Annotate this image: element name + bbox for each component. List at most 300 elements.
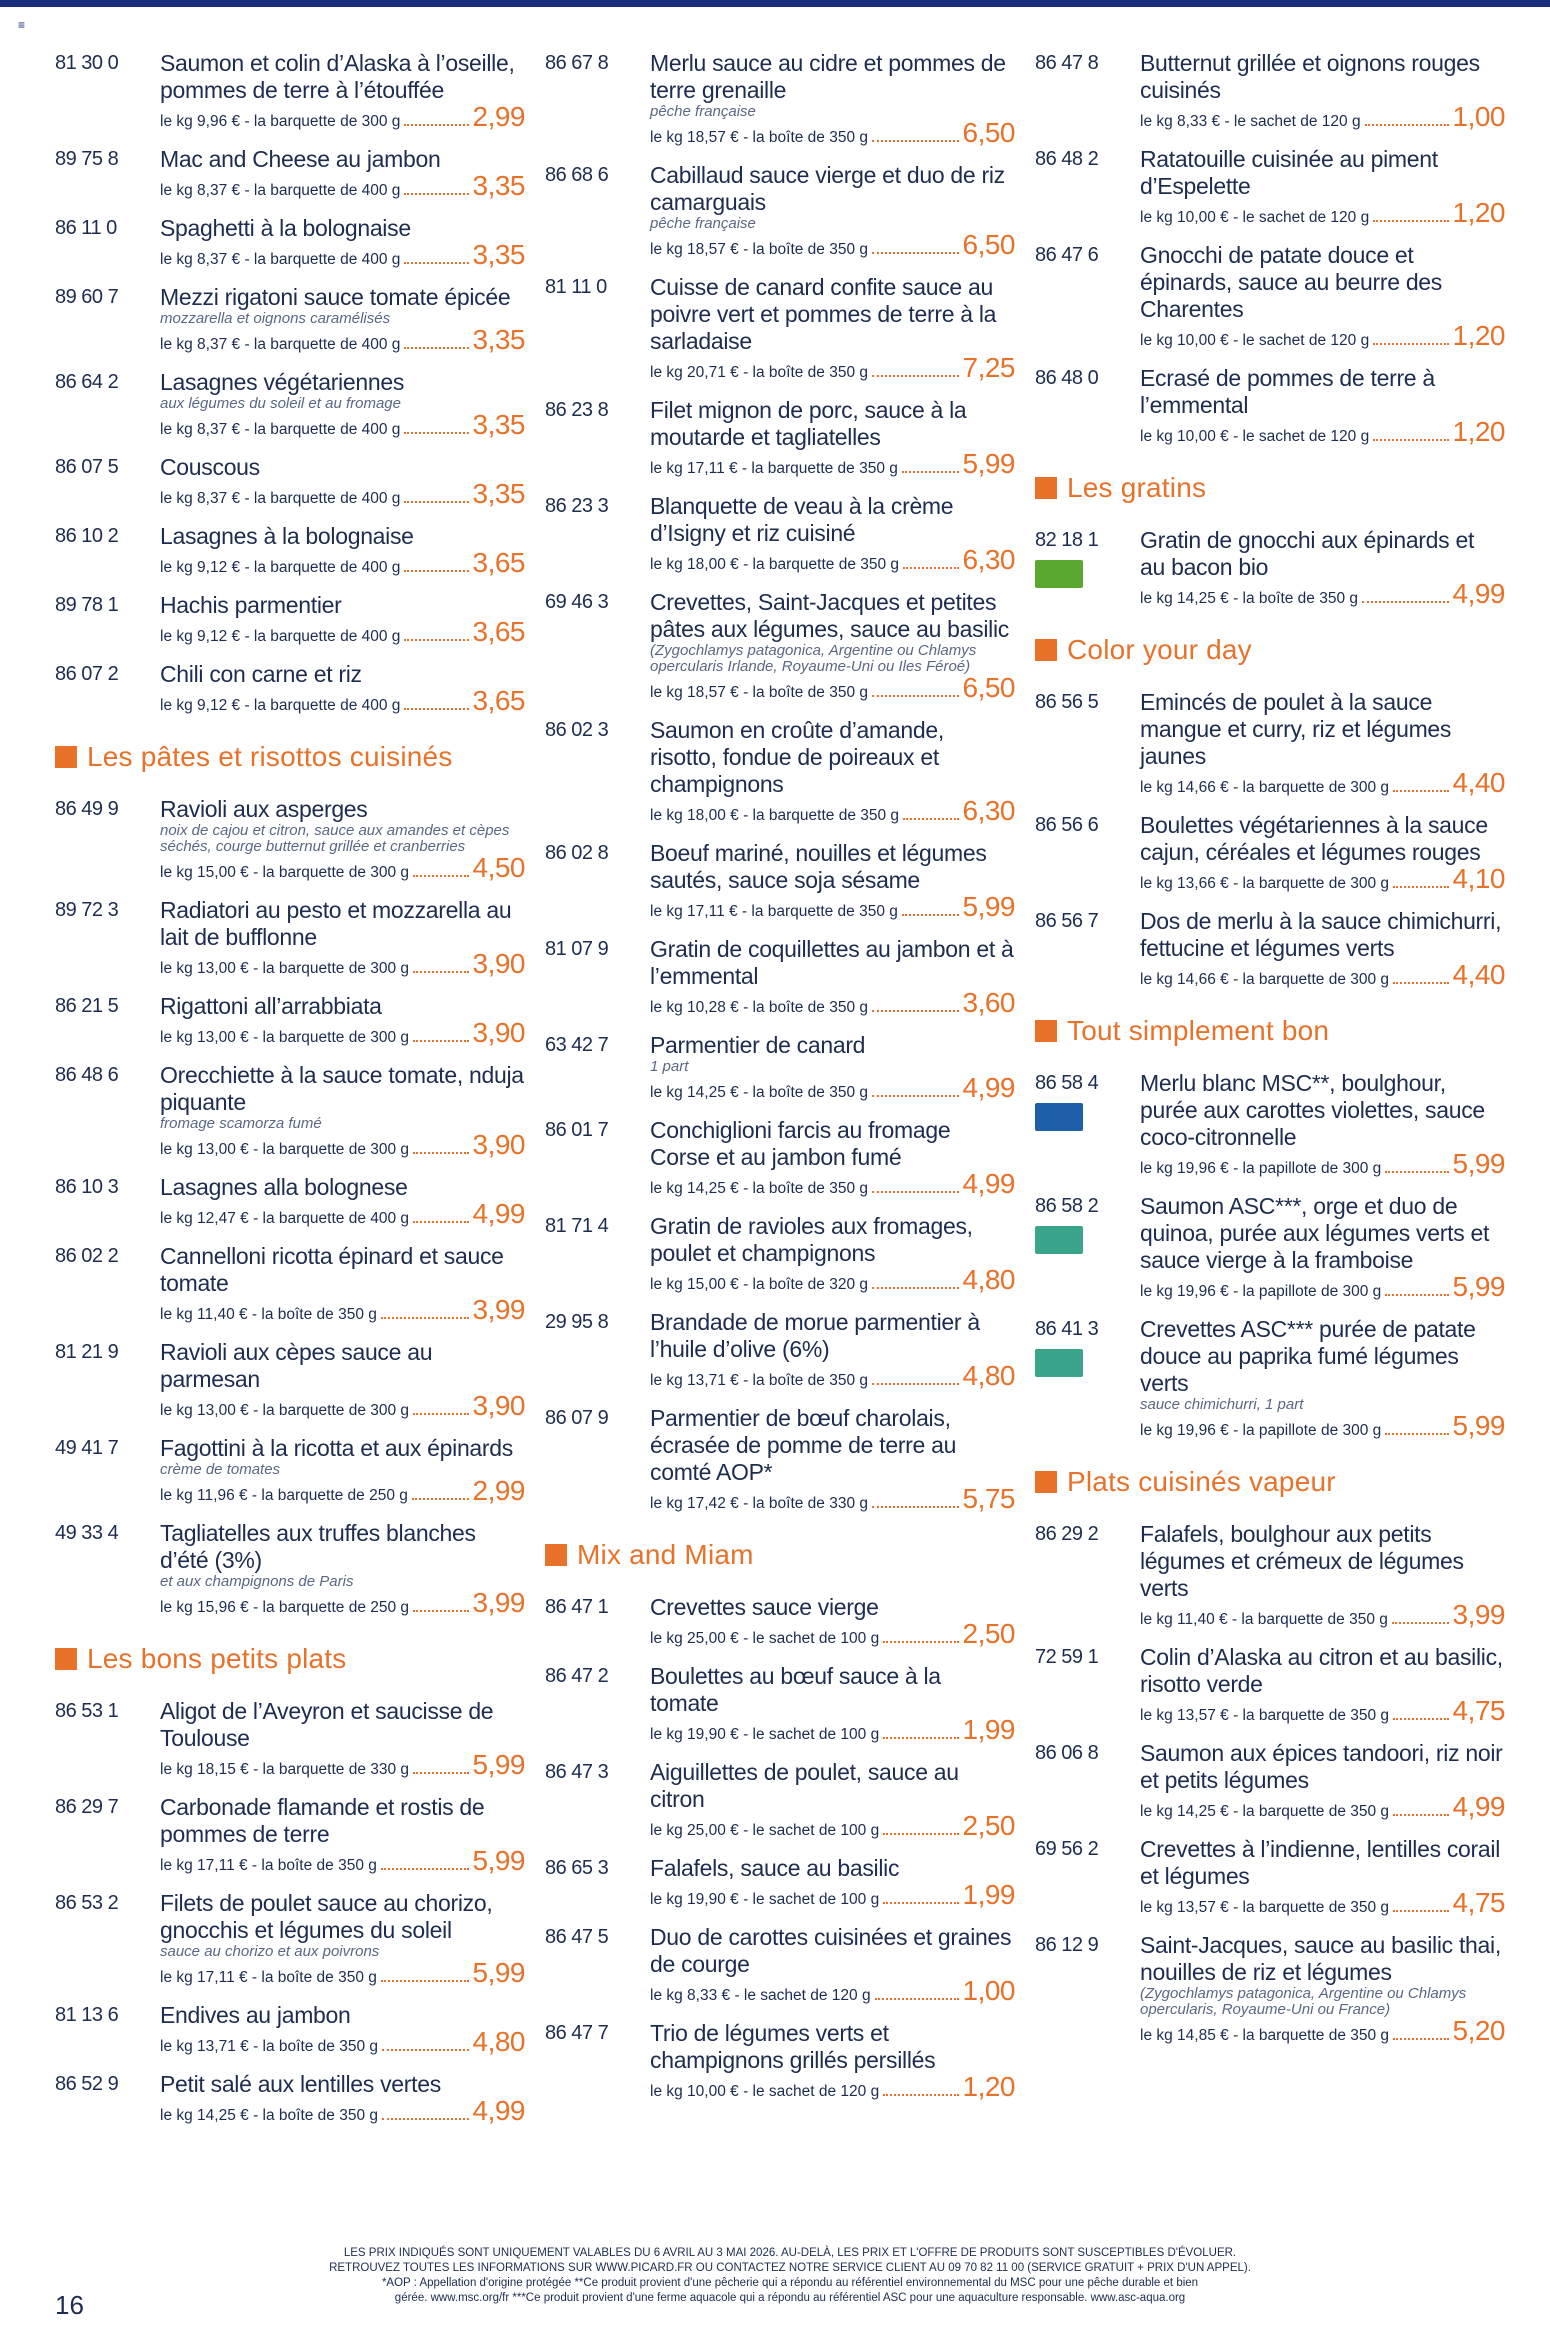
product-code: 86 29 7: [55, 1796, 119, 1818]
product-price: 5,99: [472, 1845, 525, 1876]
price-line: [160, 2026, 525, 2059]
product-item[interactable]: [1035, 146, 1505, 230]
price-line: [650, 987, 1015, 1020]
price-leader-dots: [1392, 1622, 1449, 1624]
product-item[interactable]: [1035, 1932, 1505, 2048]
product-item[interactable]: [55, 796, 525, 885]
product-price: 4,80: [472, 2026, 525, 2057]
price-leader-dots: [872, 140, 958, 142]
unit-price: le kg 18,00 € - la barquette de 350 g: [650, 556, 900, 573]
product-price: 3,99: [472, 1294, 525, 1325]
section-square-icon: [545, 1544, 567, 1566]
product-item[interactable]: [55, 1435, 525, 1508]
product-price: 1,99: [962, 1879, 1015, 1910]
product-code-cell: [1035, 908, 1140, 992]
product-item[interactable]: [1035, 1644, 1505, 1728]
product-item[interactable]: [545, 1663, 1015, 1747]
product-price: 6,50: [962, 672, 1015, 703]
product-note: fromage scamorza fumé: [160, 1115, 322, 1132]
section-square-icon: [1035, 477, 1057, 499]
price-line: [160, 1749, 525, 1782]
product-code-cell: [545, 1759, 650, 1843]
product-name: Aligot de l’Aveyron et saucisse de Toulouse: [160, 1698, 494, 1751]
product-details: [160, 1890, 525, 1990]
product-price: 2,99: [472, 101, 525, 132]
product-item[interactable]: [545, 1924, 1015, 2008]
product-code-cell: [1035, 242, 1140, 353]
product-code-cell: [545, 1213, 650, 1297]
product-price: 5,99: [472, 1749, 525, 1780]
product-price: 3,65: [472, 547, 525, 578]
product-item[interactable]: [55, 592, 525, 649]
product-details: [1140, 1193, 1505, 1304]
price-line: [160, 324, 525, 357]
product-code: 86 41 3: [1035, 1318, 1099, 1340]
product-item[interactable]: [55, 1062, 525, 1162]
price-line: [160, 685, 525, 718]
unit-price: le kg 13,71 € - la boîte de 350 g: [650, 1372, 869, 1389]
footer-note-asc: gérée. www.msc.org/fr ***Ce produit provient d'une ferme aquacole qui a répondu au référentiel ASC pour une aquaculture responsable. www.asc-aqua.org: [394, 2292, 1186, 2304]
product-item[interactable]: [545, 1594, 1015, 1651]
product-details: [650, 397, 1015, 481]
price-line: [1140, 1791, 1505, 1824]
product-code: 86 47 5: [545, 1926, 609, 1948]
bio-label-icon: [1035, 560, 1083, 588]
unit-price: le kg 11,40 € - la boîte de 350 g: [160, 1306, 377, 1323]
product-note: sauce au chorizo et aux poivrons: [160, 1943, 380, 1960]
product-item[interactable]: [55, 1174, 525, 1231]
product-item[interactable]: [1035, 812, 1505, 896]
product-note: noix de cajou et citron, sauce aux amandes et cèpes séchés, courge butternut grillée et cranberries: [160, 822, 510, 855]
price-leader-dots: [875, 1998, 959, 2000]
product-details: [160, 592, 525, 649]
price-leader-dots: [413, 1610, 468, 1612]
product-section: [55, 50, 525, 718]
price-leader-dots: [883, 1641, 958, 1643]
product-code-cell: [55, 369, 160, 442]
product-details: [1140, 689, 1505, 800]
product-name: Parmentier de canard: [650, 1032, 866, 1058]
unit-price: le kg 14,66 € - la barquette de 300 g: [1140, 779, 1390, 796]
product-details: [1140, 908, 1505, 992]
price-leader-dots: [1373, 220, 1448, 222]
product-price: 1,99: [962, 1714, 1015, 1745]
product-item[interactable]: [55, 284, 525, 357]
product-price: 4,50: [472, 852, 525, 883]
product-price: 4,99: [1452, 578, 1505, 609]
product-code: 86 58 2: [1035, 1195, 1099, 1217]
product-code-cell: [545, 1405, 650, 1516]
product-details: [160, 284, 525, 357]
product-price: 3,65: [472, 685, 525, 716]
product-price: 6,50: [962, 117, 1015, 148]
product-details: [160, 1339, 525, 1423]
price-line: [160, 1294, 525, 1327]
product-item[interactable]: [55, 2002, 525, 2059]
product-item[interactable]: [55, 454, 525, 511]
product-details: [160, 2002, 525, 2059]
product-code: 69 46 3: [545, 591, 609, 613]
unit-price: le kg 14,25 € - la barquette de 350 g: [1140, 1803, 1390, 1820]
product-details: [650, 1213, 1015, 1297]
product-item[interactable]: [1035, 1740, 1505, 1824]
price-leader-dots: [1373, 439, 1448, 441]
price-leader-dots: [872, 252, 958, 254]
product-note: et aux champignons de Paris: [160, 1573, 354, 1590]
product-price: 1,20: [1452, 416, 1505, 447]
product-details: [650, 2020, 1015, 2104]
product-name: Carbonade flamande et rostis de pommes de terre: [160, 1794, 485, 1847]
product-name: Rigattoni all’arrabbiata: [160, 993, 382, 1019]
price-line: [650, 1975, 1015, 2008]
product-item[interactable]: [1035, 365, 1505, 449]
section-heading: [545, 1534, 1015, 1576]
unit-price: le kg 19,90 € - le sachet de 100 g: [650, 1726, 880, 1743]
unit-price: le kg 12,47 € - la barquette de 400 g: [160, 1210, 410, 1227]
product-code-cell: [55, 897, 160, 981]
product-code: 81 13 6: [55, 2004, 119, 2026]
product-name: Petit salé aux lentilles vertes: [160, 2071, 441, 2097]
product-item[interactable]: [55, 661, 525, 718]
product-code: 86 53 2: [55, 1892, 119, 1914]
product-code-cell: [55, 454, 160, 511]
unit-price: le kg 8,37 € - la barquette de 400 g: [160, 421, 401, 438]
unit-price: le kg 17,11 € - la boîte de 350 g: [160, 1969, 377, 1986]
product-details: [650, 493, 1015, 577]
product-name: Boeuf mariné, nouilles et légumes sautés, sauce soja sésame: [650, 840, 987, 893]
product-item[interactable]: [1035, 689, 1505, 800]
product-details: [650, 840, 1015, 924]
product-item[interactable]: [1035, 1193, 1505, 1304]
product-item[interactable]: [1035, 50, 1505, 134]
product-item[interactable]: [545, 397, 1015, 481]
price-line: [650, 544, 1015, 577]
product-name: Filet mignon de porc, sauce à la moutarde et tagliatelles: [650, 397, 967, 450]
price-line: [160, 1198, 525, 1231]
product-code-cell: [55, 993, 160, 1050]
product-price: 3,65: [472, 616, 525, 647]
product-name: Duo de carottes cuisinées et graines de courge: [650, 1924, 1012, 1977]
product-price: 5,75: [962, 1483, 1015, 1514]
product-item[interactable]: [545, 1405, 1015, 1516]
price-leader-dots: [404, 570, 468, 572]
product-code: 49 33 4: [55, 1522, 119, 1544]
product-item[interactable]: [545, 1309, 1015, 1393]
product-details: [160, 50, 525, 134]
product-item[interactable]: [1035, 1316, 1505, 1443]
price-leader-dots: [404, 432, 468, 434]
price-leader-dots: [382, 2049, 468, 2051]
product-item[interactable]: [545, 162, 1015, 262]
product-details: [160, 1520, 525, 1620]
unit-price: le kg 13,57 € - la barquette de 350 g: [1140, 1899, 1390, 1916]
product-item[interactable]: [545, 1855, 1015, 1912]
product-item[interactable]: [545, 1032, 1015, 1105]
price-line: [1140, 320, 1505, 353]
price-line: [650, 448, 1015, 481]
product-name: Aiguillettes de poulet, sauce au citron: [650, 1759, 959, 1812]
product-item[interactable]: [55, 1890, 525, 1990]
product-code: 81 07 9: [545, 938, 609, 960]
price-line: [650, 891, 1015, 924]
product-code-cell: [55, 284, 160, 357]
product-item[interactable]: [55, 146, 525, 203]
price-leader-dots: [872, 1010, 958, 1012]
price-leader-dots: [1393, 1814, 1448, 1816]
column-2: [545, 50, 1015, 2116]
product-item[interactable]: [55, 897, 525, 981]
product-details: [160, 146, 525, 203]
section-heading: [1035, 467, 1505, 509]
product-note: (Zygochlamys patagonica, Argentine ou Chlamys opercularis Irlande, Royaume-Uni ou Iles Féroé): [650, 642, 977, 675]
price-line: [160, 1587, 525, 1620]
unit-price: le kg 14,25 € - la boîte de 350 g: [1140, 590, 1359, 607]
product-item[interactable]: [545, 274, 1015, 385]
product-name: Hachis parmentier: [160, 592, 342, 618]
price-leader-dots: [872, 1383, 958, 1385]
price-line: [1140, 197, 1505, 230]
unit-price: le kg 17,11 € - la boîte de 350 g: [160, 1857, 377, 1874]
product-item[interactable]: [55, 523, 525, 580]
product-code: 89 72 3: [55, 899, 119, 921]
product-name: Trio de légumes verts et champignons grillés persillés: [650, 2020, 936, 2073]
price-leader-dots: [404, 501, 468, 503]
product-name: Crevettes sauce vierge: [650, 1594, 879, 1620]
unit-price: le kg 17,11 € - la barquette de 350 g: [650, 903, 898, 920]
price-line: [650, 1483, 1015, 1516]
product-code: 86 02 2: [55, 1245, 119, 1267]
product-price: 5,99: [1452, 1271, 1505, 1302]
product-name: Tagliatelles aux truffes blanches d’été (3%): [160, 1520, 476, 1573]
product-item[interactable]: [55, 2071, 525, 2128]
product-item[interactable]: [55, 1520, 525, 1620]
product-name: Mezzi rigatoni sauce tomate épicée: [160, 284, 511, 310]
product-price: 6,30: [962, 795, 1015, 826]
product-item[interactable]: [545, 936, 1015, 1020]
product-details: [650, 50, 1015, 150]
product-name: Gratin de coquillettes au jambon et à l’emmental: [650, 936, 1014, 989]
product-code-cell: [1035, 1521, 1140, 1632]
price-line: [1140, 2015, 1505, 2048]
product-name: Colin d’Alaska au citron et au basilic, risotto verde: [1140, 1644, 1503, 1697]
product-code: 86 48 0: [1035, 367, 1099, 389]
msc-label-icon: [1035, 1103, 1083, 1131]
product-details: [160, 215, 525, 272]
product-item[interactable]: [545, 1759, 1015, 1843]
product-price: 5,99: [1452, 1148, 1505, 1179]
product-name: Lasagnes végétariennes: [160, 369, 405, 395]
product-details: [160, 1174, 525, 1231]
column-3: [1035, 50, 1505, 2060]
product-item[interactable]: [1035, 1070, 1505, 1181]
price-line: [160, 170, 525, 203]
price-leader-dots: [872, 1506, 958, 1508]
product-name: Merlu blanc MSC**, boulghour, purée aux carottes violettes, sauce coco-citronnelle: [1140, 1070, 1485, 1150]
unit-price: le kg 10,00 € - le sachet de 120 g: [1140, 332, 1370, 349]
product-section: [1035, 467, 1505, 611]
product-item[interactable]: [55, 1339, 525, 1423]
product-section: [545, 1534, 1015, 2104]
footer-note-aop-msc: *AOP : Appellation d'origine protégée **Ce produit provient d'une pêcherie qui a répondu au référentiel environnemental du MSC pour une pêche durable et bien: [381, 2277, 1199, 2289]
section-square-icon: [1035, 639, 1057, 661]
product-code: 69 56 2: [1035, 1838, 1099, 1860]
product-details: [650, 936, 1015, 1020]
price-leader-dots: [404, 262, 468, 264]
unit-price: le kg 18,00 € - la barquette de 350 g: [650, 807, 900, 824]
product-name: Mac and Cheese au jambon: [160, 146, 441, 172]
product-details: [160, 1243, 525, 1327]
unit-price: le kg 8,37 € - la barquette de 400 g: [160, 251, 401, 268]
product-item[interactable]: [545, 1117, 1015, 1201]
product-code: 86 58 4: [1035, 1072, 1099, 1094]
price-leader-dots: [1393, 1910, 1448, 1912]
price-line: [1140, 1271, 1505, 1304]
unit-price: le kg 10,00 € - le sachet de 120 g: [1140, 428, 1370, 445]
product-details: [650, 1032, 1015, 1105]
product-details: [650, 274, 1015, 385]
product-name: Falafels, boulghour aux petits légumes et crémeux de légumes verts: [1140, 1521, 1464, 1601]
price-leader-dots: [1385, 1171, 1448, 1173]
product-name: Radiatori au pesto et mozzarella au lait de bufflonne: [160, 897, 512, 950]
product-item[interactable]: [55, 369, 525, 442]
product-code: 86 68 6: [545, 164, 609, 186]
price-leader-dots: [883, 1737, 958, 1739]
product-item[interactable]: [55, 50, 525, 134]
product-code: 86 47 8: [1035, 52, 1099, 74]
product-code-cell: [1035, 146, 1140, 230]
product-price: 3,90: [472, 1390, 525, 1421]
product-name: Falafels, sauce au basilic: [650, 1855, 900, 1881]
price-line: [650, 1810, 1015, 1843]
product-code: 86 02 8: [545, 842, 609, 864]
product-item[interactable]: [545, 717, 1015, 828]
unit-price: le kg 19,90 € - le sachet de 100 g: [650, 1891, 880, 1908]
product-price: 3,90: [472, 1017, 525, 1048]
price-line: [160, 478, 525, 511]
product-code-cell: [1035, 1740, 1140, 1824]
product-details: [650, 1663, 1015, 1747]
product-name: Cannelloni ricotta épinard et sauce tomate: [160, 1243, 504, 1296]
section-heading: [55, 736, 525, 778]
product-name: Boulettes au bœuf sauce à la tomate: [650, 1663, 941, 1716]
section-square-icon: [1035, 1471, 1057, 1493]
product-item[interactable]: [1035, 1836, 1505, 1920]
price-leader-dots: [413, 1221, 468, 1223]
price-line: [160, 852, 525, 885]
product-note: crème de tomates: [160, 1461, 281, 1478]
product-item[interactable]: [545, 493, 1015, 577]
price-line: [650, 1072, 1015, 1105]
price-line: [160, 101, 525, 134]
product-code: 86 11 0: [55, 217, 117, 239]
product-price: 4,40: [1452, 767, 1505, 798]
product-code-cell: [1035, 1070, 1140, 1181]
price-leader-dots: [902, 471, 959, 473]
product-price: 1,00: [1452, 101, 1505, 132]
product-code: 89 78 1: [55, 594, 119, 616]
price-leader-dots: [412, 1498, 469, 1500]
product-code-cell: [545, 840, 650, 924]
unit-price: le kg 19,96 € - la papillote de 300 g: [1140, 1160, 1382, 1177]
product-item[interactable]: [55, 1698, 525, 1782]
product-code: 86 21 5: [55, 995, 119, 1017]
unit-price: le kg 18,57 € - la boîte de 350 g: [650, 241, 869, 258]
price-line: [160, 547, 525, 580]
unit-price: le kg 25,00 € - le sachet de 100 g: [650, 1822, 880, 1839]
price-line: [1140, 1599, 1505, 1632]
product-note: 1 part: [650, 1058, 689, 1075]
product-price: 3,99: [472, 1587, 525, 1618]
unit-price: le kg 8,37 € - la barquette de 400 g: [160, 182, 401, 199]
product-details: [1140, 812, 1505, 896]
product-details: [160, 369, 525, 442]
product-details: [650, 717, 1015, 828]
price-line: [1140, 959, 1505, 992]
product-details: [650, 1309, 1015, 1393]
product-item[interactable]: [55, 993, 525, 1050]
product-item[interactable]: [1035, 242, 1505, 353]
product-name: Parmentier de bœuf charolais, écrasée de pomme de terre au comté AOP*: [650, 1405, 957, 1485]
product-details: [160, 1698, 525, 1782]
product-code-cell: [55, 1794, 160, 1878]
product-code: 86 47 1: [545, 1596, 609, 1618]
product-item[interactable]: [545, 840, 1015, 924]
section-heading: [1035, 629, 1505, 671]
product-item[interactable]: [545, 50, 1015, 150]
product-name: Endives au jambon: [160, 2002, 351, 2028]
product-code-cell: [545, 162, 650, 262]
product-item[interactable]: [545, 1213, 1015, 1297]
product-item[interactable]: [55, 215, 525, 272]
product-name: Ratatouille cuisinée au piment d’Espelette: [1140, 146, 1438, 199]
unit-price: le kg 13,66 € - la barquette de 300 g: [1140, 875, 1390, 892]
product-item[interactable]: [1035, 1521, 1505, 1632]
price-line: [650, 229, 1015, 262]
menu-icon[interactable]: ≡: [18, 18, 26, 32]
product-details: [1140, 527, 1505, 611]
product-price: 6,50: [962, 229, 1015, 260]
price-line: [1140, 1887, 1505, 1920]
product-name: Filets de poulet sauce au chorizo, gnocchis et légumes du soleil: [160, 1890, 493, 1943]
product-name: Ravioli aux cèpes sauce au parmesan: [160, 1339, 433, 1392]
price-leader-dots: [404, 347, 468, 349]
product-item[interactable]: [545, 589, 1015, 705]
product-price: 4,80: [962, 1264, 1015, 1295]
price-leader-dots: [903, 567, 958, 569]
price-leader-dots: [1385, 1294, 1448, 1296]
product-note: pêche française: [650, 103, 756, 120]
product-code-cell: [1035, 365, 1140, 449]
product-item[interactable]: [545, 2020, 1015, 2104]
product-name: Lasagnes à la bolognaise: [160, 523, 414, 549]
product-price: 6,30: [962, 544, 1015, 575]
product-item[interactable]: [55, 1794, 525, 1878]
price-line: [1140, 1695, 1505, 1728]
product-item[interactable]: [1035, 908, 1505, 992]
product-price: 4,99: [1452, 1791, 1505, 1822]
product-code: 86 47 7: [545, 2022, 609, 2044]
price-leader-dots: [413, 1413, 468, 1415]
product-price: 3,90: [472, 948, 525, 979]
price-line: [650, 672, 1015, 705]
product-note: pêche française: [650, 215, 756, 232]
product-item[interactable]: [55, 1243, 525, 1327]
unit-price: le kg 10,28 € - la boîte de 350 g: [650, 999, 869, 1016]
unit-price: le kg 14,85 € - la barquette de 350 g: [1140, 2027, 1390, 2044]
unit-price: le kg 9,12 € - la barquette de 400 g: [160, 559, 401, 576]
product-price: 5,99: [962, 448, 1015, 479]
product-item[interactable]: [1035, 527, 1505, 611]
